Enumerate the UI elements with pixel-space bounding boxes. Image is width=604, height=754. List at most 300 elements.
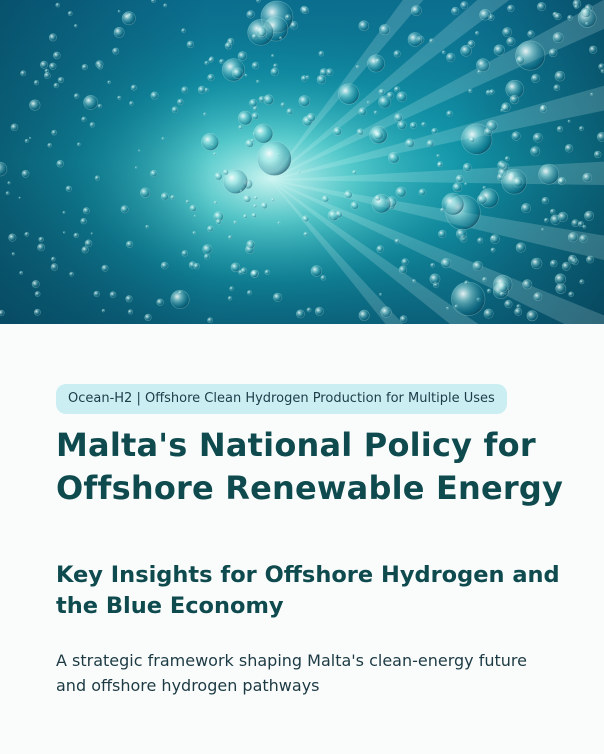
bubble [516, 41, 545, 70]
bubble [157, 299, 164, 306]
bubble [446, 53, 455, 62]
bubble [352, 170, 356, 174]
bubble [213, 153, 216, 156]
bubble [482, 277, 486, 281]
bubble [95, 176, 100, 181]
bubble [256, 0, 260, 3]
bubble [215, 173, 222, 180]
bubble [32, 280, 39, 287]
bubble [145, 314, 152, 321]
bubble [118, 10, 120, 12]
bubble [252, 62, 259, 69]
bubble [451, 7, 459, 15]
bubble [299, 96, 310, 107]
project-tag: Ocean-H2 | Offshore Clean Hydrogen Production for Multiple Uses [56, 384, 507, 414]
bubble [162, 137, 164, 139]
bubble [476, 59, 489, 72]
bubble [367, 101, 369, 103]
bubble [580, 235, 588, 243]
bubble [550, 209, 555, 214]
bubble [477, 195, 487, 205]
bubble [102, 265, 108, 271]
bubble [11, 124, 18, 131]
bubble [252, 34, 257, 39]
bubble [301, 76, 307, 82]
bubble [34, 80, 39, 85]
bubble [214, 201, 217, 204]
bubble [379, 96, 391, 108]
bubble [186, 200, 189, 203]
bubble [70, 272, 74, 276]
bubble [247, 290, 252, 295]
bubble [182, 87, 188, 93]
bubble [555, 13, 562, 20]
bubble [487, 289, 491, 293]
bubble [379, 89, 385, 95]
bubble [129, 101, 133, 105]
content-section [0, 324, 604, 754]
bubble [194, 215, 196, 217]
bubble [240, 190, 242, 192]
bubble [465, 281, 469, 285]
bubble [0, 310, 4, 316]
bubble [281, 103, 285, 107]
bubble [40, 61, 47, 68]
bubble [12, 253, 15, 256]
bubble [411, 6, 421, 16]
bubble [515, 308, 522, 315]
bubble [553, 33, 563, 43]
bubble [254, 196, 257, 199]
bubble [243, 195, 250, 202]
bubble [584, 211, 593, 220]
bubble [381, 307, 392, 318]
bubble [568, 255, 576, 263]
bubble [202, 133, 219, 150]
bubble [480, 9, 491, 20]
bubble [503, 27, 512, 36]
bubble [74, 24, 77, 27]
bubble [63, 232, 65, 234]
bubble [311, 266, 322, 277]
bubble [256, 80, 259, 83]
bubble [38, 244, 45, 251]
bubble [394, 51, 401, 58]
bubble [150, 170, 157, 177]
bubble [397, 92, 407, 102]
bubble [239, 125, 243, 129]
bubble [203, 245, 212, 254]
bubble [219, 59, 224, 64]
bubble [82, 247, 89, 254]
bubble [562, 262, 570, 270]
bubble [82, 64, 88, 70]
bubble [583, 173, 592, 182]
page-subtitle: Key Insights for Offshore Hydrogen and the Blue Economy [56, 562, 560, 619]
bubble [507, 37, 515, 45]
bubble [207, 226, 213, 232]
bubble [225, 42, 232, 49]
bubble [580, 280, 584, 284]
bubble [555, 274, 566, 285]
bubble [550, 260, 557, 267]
bubble [516, 56, 524, 64]
bubble [572, 220, 579, 227]
bubble [30, 100, 41, 111]
bubble [298, 171, 300, 173]
bubble [171, 195, 175, 199]
bubble [118, 96, 121, 99]
bubble [533, 76, 535, 78]
bubble [19, 197, 21, 199]
bubble [58, 77, 64, 83]
bubble [537, 2, 545, 10]
bubble [54, 83, 59, 88]
bubble [223, 170, 228, 175]
bubble [379, 293, 381, 295]
bubble [25, 232, 29, 236]
bubble [581, 8, 591, 18]
bubble [108, 81, 111, 84]
bubble [198, 86, 205, 93]
bubble [359, 310, 369, 320]
bubble [406, 139, 415, 148]
bubble [586, 256, 593, 263]
bubble [230, 287, 234, 291]
bubble [377, 246, 384, 253]
bubble [437, 162, 442, 167]
bubble [413, 279, 416, 282]
bubble [209, 58, 213, 62]
bubble [256, 26, 266, 36]
bubble [271, 54, 273, 56]
bubble [394, 87, 400, 93]
bubble [190, 205, 196, 211]
bubble [375, 195, 380, 200]
bubble [491, 248, 495, 252]
bubble [247, 11, 255, 19]
bubble [208, 318, 213, 323]
bubble [491, 236, 494, 239]
bubble [517, 305, 521, 309]
bubble [398, 121, 407, 130]
bubble [442, 51, 445, 54]
bubble [22, 170, 29, 177]
bubble [52, 130, 57, 135]
bubble [527, 311, 537, 321]
bubble [35, 291, 40, 296]
bubble [302, 7, 309, 14]
bubble [599, 64, 604, 70]
bubble [419, 189, 426, 196]
bubble [463, 163, 471, 171]
bubble [483, 186, 486, 189]
bubble [251, 139, 254, 142]
bubble [558, 212, 568, 222]
bubble [234, 221, 237, 224]
bubble [83, 208, 89, 214]
bubble [500, 292, 504, 296]
bubble [231, 263, 240, 272]
bubble [253, 133, 255, 135]
bubble [39, 237, 44, 242]
bubble [113, 48, 119, 54]
bubble [257, 142, 291, 176]
bubble [228, 236, 232, 240]
bubble [549, 49, 557, 57]
bubble [544, 218, 548, 222]
bubble [502, 103, 511, 112]
bubble [490, 90, 495, 95]
bubble [533, 133, 542, 142]
bubble [359, 21, 369, 31]
bubble [304, 232, 308, 236]
bubble [21, 71, 26, 76]
bubble [232, 68, 243, 79]
bubble [594, 151, 601, 158]
bubble [81, 218, 87, 224]
bubble [179, 291, 182, 294]
bubble [541, 228, 543, 230]
bubble [317, 75, 326, 84]
bubble [238, 52, 247, 61]
bubble [469, 89, 472, 92]
bubble [68, 11, 72, 15]
bubble [182, 250, 188, 256]
bubble [131, 85, 136, 90]
bubble [138, 150, 140, 152]
bubble [473, 261, 483, 271]
bubble [540, 106, 547, 113]
bubble [182, 29, 186, 33]
bubble [465, 183, 467, 185]
bubble [216, 219, 221, 224]
bubble [84, 95, 98, 109]
bubble [241, 268, 247, 274]
bubble [534, 293, 542, 301]
bubble [271, 68, 279, 76]
bubble [487, 120, 498, 131]
bubble [126, 241, 133, 248]
bubble [453, 183, 462, 192]
bubble [110, 292, 116, 298]
bubble [558, 178, 564, 184]
bubble [388, 152, 399, 163]
bubble [367, 55, 384, 72]
bubble [568, 15, 573, 20]
bubble [296, 310, 304, 318]
bubble [151, 0, 155, 3]
bubble [321, 275, 326, 280]
bubble [357, 129, 363, 135]
bubble [307, 308, 311, 312]
bubble [172, 107, 178, 113]
bubble [177, 99, 183, 105]
bubble [322, 196, 329, 203]
bubble [287, 109, 293, 115]
bubble [565, 144, 573, 152]
bubble [102, 309, 105, 312]
bubble [356, 65, 359, 68]
bubble [56, 3, 60, 7]
bubble [556, 283, 566, 293]
bubble [114, 27, 124, 37]
bubble [513, 177, 523, 187]
bubble [205, 61, 209, 65]
bubble [315, 307, 323, 315]
bubble [586, 22, 588, 24]
bubble [91, 233, 93, 235]
bubble [430, 274, 440, 284]
bubble [395, 239, 399, 243]
bubble [164, 4, 167, 7]
bubble [516, 243, 526, 253]
bubble [53, 52, 60, 59]
bubble [48, 143, 52, 147]
bubble [505, 300, 513, 308]
bubble [475, 31, 479, 35]
bubble [505, 157, 509, 161]
bubble [51, 257, 55, 261]
bubble [85, 240, 92, 247]
bubble [539, 164, 559, 184]
bubble [427, 140, 434, 147]
bubble [98, 104, 102, 108]
bubble [146, 225, 149, 228]
hero-underwater-image [0, 0, 604, 324]
bubble [140, 188, 150, 198]
bubble [245, 74, 247, 76]
bubble [20, 271, 23, 274]
bubble [372, 194, 391, 213]
bubble [161, 262, 168, 269]
bubble [422, 122, 426, 126]
bubble [408, 33, 422, 47]
page-description: A strategic framework shaping Malta's clean-energy future and offshore hydrogen pathways [56, 651, 527, 695]
bubble [338, 84, 359, 105]
bubble [456, 229, 466, 239]
bubble [126, 296, 133, 303]
bubble [379, 24, 389, 34]
bubble [597, 132, 604, 141]
bubble [335, 211, 342, 218]
bubble [264, 95, 274, 105]
bubble [456, 175, 463, 182]
bubble [249, 99, 257, 107]
bubble [510, 95, 519, 104]
bubble [359, 108, 367, 116]
bubble [254, 124, 273, 143]
bubble [208, 74, 215, 81]
bubble [277, 154, 279, 156]
bubble [228, 296, 232, 300]
bubble [568, 232, 578, 242]
bubble [253, 204, 256, 207]
bubble [461, 45, 472, 56]
bubble [396, 187, 406, 197]
bubble [243, 215, 247, 219]
bubble [429, 39, 433, 43]
bubble [438, 230, 446, 238]
bubble [512, 132, 521, 141]
bubble [247, 240, 255, 248]
bubble [265, 270, 270, 275]
bubble [57, 160, 64, 167]
bubble [497, 281, 508, 292]
bubble [441, 258, 451, 268]
bubble [151, 92, 158, 99]
bubble [307, 113, 315, 121]
bubble [74, 233, 79, 238]
bubble [94, 291, 100, 297]
bubble [432, 128, 438, 134]
bubble [82, 117, 87, 122]
bubble [344, 191, 352, 199]
bubble [261, 202, 267, 208]
bubble [554, 85, 560, 91]
bubble [44, 72, 50, 78]
bubble [455, 305, 458, 308]
bubble [49, 34, 56, 41]
bubble [161, 193, 168, 200]
bubble [402, 259, 409, 266]
bubble [271, 198, 274, 201]
bubble [589, 46, 597, 54]
bubble [484, 309, 493, 318]
bubble [29, 137, 31, 139]
bubble [478, 238, 483, 243]
bubble [437, 154, 440, 157]
bubble [204, 254, 209, 259]
bubble [494, 45, 505, 56]
bubble [193, 231, 196, 234]
bubble [578, 221, 583, 226]
bubble [531, 74, 539, 82]
bubble [285, 15, 290, 20]
bubble [279, 37, 281, 39]
bubble [74, 94, 79, 99]
bubble [122, 12, 135, 25]
bubble [451, 282, 485, 316]
bubble [303, 216, 309, 222]
bubble [557, 126, 563, 132]
bubble [90, 122, 95, 127]
bubble [410, 122, 416, 128]
bubble [507, 5, 514, 12]
bubble [121, 206, 128, 213]
bubble [579, 126, 583, 130]
bubble [469, 137, 474, 142]
bubble [542, 197, 549, 204]
bubble [25, 139, 28, 142]
bubble [374, 131, 383, 140]
bubble [531, 258, 542, 269]
bubble [252, 213, 257, 218]
bubble [591, 93, 593, 95]
bubble [259, 96, 265, 102]
bubble [399, 266, 407, 274]
bubble [274, 64, 278, 68]
bubble [194, 263, 200, 269]
bubble [50, 63, 57, 70]
bubble [8, 182, 11, 185]
bubble [523, 280, 532, 289]
bubble [498, 161, 506, 169]
bubble [400, 316, 407, 323]
bubble [569, 292, 574, 297]
bubble [251, 270, 258, 277]
bubble [431, 263, 435, 267]
